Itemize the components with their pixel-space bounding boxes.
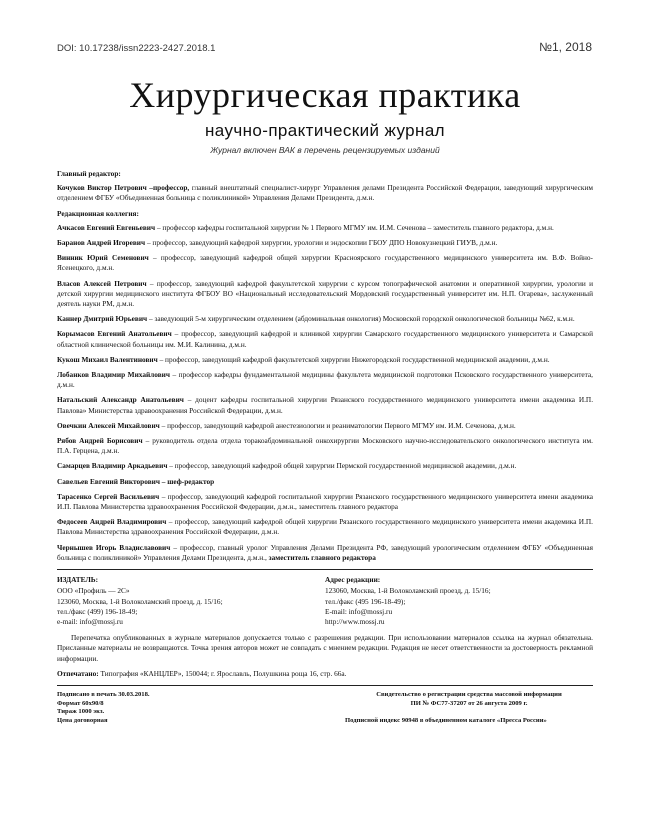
subscription-index: Подписной индекс 90948 в объединенном каталоге «Пресса России» xyxy=(345,716,547,724)
editorial-board-heading: Редакционная коллегия: xyxy=(57,208,139,218)
board-member-role: – заведующий 5-м хирургическим отделением (абдоминальная онкология) Московской городской онкологической больницы №62, к.м.н. xyxy=(147,314,575,324)
editor-in-chief-heading: Главный редактор: xyxy=(57,169,121,178)
board-member-entry xyxy=(57,492,593,512)
editorial-address-heading: Адрес редакции: xyxy=(325,575,381,585)
print-format: Формат 60х90/8 xyxy=(57,699,104,707)
board-member-role: – профессор, заведующий кафедрой факультетской хирургии с курсом топографической анатомии и оперативной хирургии, урологии и детской хирургии медицинского института ФГБОУ ВО «Национальный исследовательский Мордовский государственный университет им. Н.П. Огарева», заслуженный деятель науки РМ, д.м.н. xyxy=(57,278,593,309)
printer-label: Отпечатано: xyxy=(57,668,99,678)
registration-certificate: Свидетельство о регистрации средства массовой информации xyxy=(376,690,562,698)
board-member-name: Самарцев Владимир Аркадьевич xyxy=(57,461,168,471)
board-member-entry xyxy=(57,436,593,456)
editor-in-chief-entry xyxy=(57,183,593,203)
registration-details xyxy=(327,691,593,725)
board-member-name: Рябов Андрей Борисович xyxy=(57,436,143,446)
doi-label: DOI: 10.17238/issn2223-2427.2018.1 xyxy=(57,43,216,54)
board-member-position: заместитель главного редактора xyxy=(268,552,376,562)
board-member-entry xyxy=(57,329,593,349)
board-member-name: Чернышев Игорь Владиславович xyxy=(57,542,171,552)
journal-title: Хирургическая практика xyxy=(129,75,521,115)
editor-in-chief-name: Кочуков Виктор Петрович –профессор, xyxy=(57,183,190,193)
board-member-role: – профессор, заведующий кафедрой хирургии, урологии и эндоскопии ГБОУ ДПО Новокузнецкий ГИУВ, д.м.н. xyxy=(145,238,498,248)
board-member-role: – профессор, заведующий кафедрой общей хирургии Рязанского государственного медицинского университета имени академика И.П. Павлова Министерства здравоохранения Российской Федерации, д.м.н. xyxy=(57,517,593,537)
printer-text: Типография «КАНЦЛЕР», 150044; г. Ярославль, Полушкина роща 16, стр. 66а. xyxy=(98,668,347,678)
issue-number: №1, 2018 xyxy=(539,40,592,54)
board-member-entry xyxy=(57,314,593,324)
board-member-role: – профессор, заведующий кафедрой и клиникой хирургии Самарского государственного медицинского университета и Самарской областной клинической больницы им. М.И. Калинина, д.м.н. xyxy=(57,329,593,349)
board-member-entry xyxy=(57,238,593,248)
board-member-entry xyxy=(57,253,593,273)
board-member-name: Ачкасов Евгений Евгеньевич xyxy=(57,222,156,232)
spacer xyxy=(345,708,593,717)
board-member-entry xyxy=(57,461,593,471)
board-member-entry xyxy=(57,421,593,431)
publisher-line: 123060, Москва, 1-й Волоколамский проезд, д. 15/16; xyxy=(57,596,223,606)
masthead-content xyxy=(57,169,593,725)
publisher-line: ООО «Профиль — 2С» xyxy=(57,586,130,596)
board-member-entry xyxy=(57,395,593,415)
section-divider xyxy=(57,569,593,570)
price-note: Цена договорная xyxy=(57,716,108,724)
board-member-position: – шеф-редактор xyxy=(159,476,215,486)
signed-date: Подписано в печать 30.03.2018. xyxy=(57,690,150,698)
publisher-line: тел./факс (499) 196-18-49; xyxy=(57,606,138,616)
publisher-heading: ИЗДАТЕЛЬ: xyxy=(57,575,99,585)
board-member-name: Тарасенко Сергей Васильевич xyxy=(57,491,160,501)
editorial-address-block xyxy=(325,575,593,627)
board-member-role: – профессор, заведующий кафедрой анестезиологии и реаниматологии Первого МГМУ им. И.М. Сеченова, д.м.н. xyxy=(159,420,516,430)
board-member-entry xyxy=(57,517,593,537)
board-member-role: – профессор кафедры госпитальной хирургии № 1 Первого МГМУ им. И.М. Сеченова – заместитель главного редактора, д.м.н. xyxy=(155,222,554,232)
board-member-name: Савельев Евгений Викторович xyxy=(57,476,160,486)
board-member-entry xyxy=(57,223,593,233)
vak-note: Журнал включен ВАК в перечень рецензируемых изданий xyxy=(210,145,440,155)
editorial-board-list xyxy=(57,223,593,563)
publisher-line: e-mail: info@mossj.ru xyxy=(57,616,123,626)
registration-number: ПИ № ФС77-37207 от 26 августа 2009 г. xyxy=(410,699,528,707)
board-member-role: – профессор кафедры фундаментальной медицины факультета медицинской подготовки Псковского государственного университета, д.м.н. xyxy=(57,370,593,390)
editorial-address-line: http://www.mossj.ru xyxy=(325,616,385,626)
board-member-entry xyxy=(57,543,593,563)
board-member-name: Лобанков Владимир Михайлович xyxy=(57,370,170,380)
board-member-name: Овечкин Алексей Михайлович xyxy=(57,420,160,430)
imprint-details xyxy=(57,691,327,725)
board-member-role: – профессор, заведующий кафедрой общей хирургии Пермской государственной медицинской академии, д.м.н. xyxy=(167,461,517,471)
board-member-name: Федосеев Андрей Владимирович xyxy=(57,517,167,527)
editorial-address-line: 123060, Москва, 1-й Волоколамский проезд, д. 15/16; xyxy=(325,586,491,596)
board-member-role: – профессор, главный уролог Управления Делами Президента РФ, заведующий урологическим отделением ФГБУ «Объединенная больница с поликлиникой» Управления Делами Президента, д.м.н., xyxy=(57,542,593,562)
editor-in-chief-description: главный внештатный специалист-хирург Управления делами Президента Российской Федерации, заведующий хирургическим отделением ФГБУ «Объединенная больница с поликлиникой» Управления Делами Президента, д.м.н. xyxy=(57,183,593,203)
editorial-address-line: тел./факс (495 196-18-49); xyxy=(325,596,406,606)
board-member-name: Винник Юрий Семенович xyxy=(57,253,149,263)
contacts-block xyxy=(57,575,593,627)
board-member-entry xyxy=(57,279,593,310)
board-member-entry xyxy=(57,477,593,487)
board-member-role: – руководитель отдела отдела торакоабдоминальной онкохирургии Московского научно-исследовательского онкологического института им. П.А. Герцена, д.м.н. xyxy=(57,436,593,456)
print-run: Тираж 1000 экз. xyxy=(57,708,105,716)
board-member-entry xyxy=(57,355,593,365)
page-header xyxy=(57,40,592,54)
imprint-block xyxy=(57,691,593,725)
board-member-role: – профессор, заведующий кафедрой факультетской хирургии Нижегородской государственной медицинской академии, д.м.н. xyxy=(157,354,550,364)
board-member-role: – профессор, заведующий кафедрой общей хирургии Красноярского государственного медицинского университета им. В.Ф. Войно-Ясенецкого, д.м.н. xyxy=(57,253,593,273)
board-member-name: Кукош Михаил Валентинович xyxy=(57,354,158,364)
editorial-address-line: E-mail: info@mossj.ru xyxy=(325,606,393,616)
journal-subtitle: научно-практический журнал xyxy=(205,121,445,140)
reprint-notice: Перепечатка опубликованных в журнале материалов допускается только с разрешения редакции. При использовании материалов ссылка на журнал обязательна. Присланные материалы не возвращаются. Точка зрения авторов может не совпадать с мнением редакции. Редакция не несет ответственности за достоверность рекламной информации. xyxy=(57,633,593,663)
publisher-block xyxy=(57,575,325,627)
board-member-name: Власов Алексей Петрович xyxy=(57,278,147,288)
board-member-role: – доцент кафедры госпитальной хирургии Рязанского государственного медицинского университета имени академика И.П. Павлова» Министерства здравоохранения Российской Федерации, д.м.н. xyxy=(57,395,594,415)
board-member-name: Баранов Андрей Игоревич xyxy=(57,238,146,248)
board-member-role: – профессор, заведующий кафедрой госпитальной хирургии Рязанского государственного медицинского университета имени академика И.П. Павлова Министерства здравоохранения Российской Федерации, д.м.н., заместитель главного редактора xyxy=(57,491,593,512)
printer-info xyxy=(57,669,593,679)
board-member-name: Каннер Дмитрий Юрьевич xyxy=(57,314,148,324)
board-member-name: Корымасов Евгений Анатольевич xyxy=(57,329,172,339)
bottom-divider xyxy=(57,685,593,686)
board-member-name: Натальский Александр Анатольевич xyxy=(57,395,184,405)
board-member-entry xyxy=(57,370,593,390)
